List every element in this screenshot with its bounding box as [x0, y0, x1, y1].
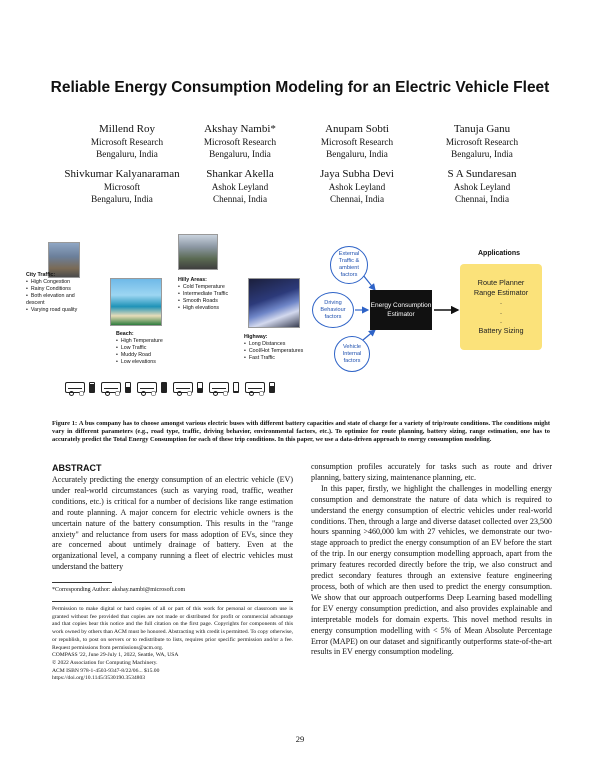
applications-box — [460, 264, 542, 350]
bus-icon — [65, 382, 85, 393]
author-affiliation: Ashok Leyland — [328, 182, 386, 192]
isbn-line: ACM ISBN 978-1-4503-9347-8/22/06... $15.00 — [52, 667, 160, 674]
highway-item: • Cool/Hot Temperatures — [244, 348, 314, 355]
application-item: Route Planner — [477, 278, 525, 287]
beach-label — [116, 331, 186, 366]
page-number: 29 — [295, 734, 305, 744]
battery-icon — [233, 382, 239, 393]
left-column — [52, 462, 293, 573]
driving-factors-bubble: Driving Behaviour factors — [312, 292, 354, 328]
author-name: Jaya Subha Devi — [320, 168, 394, 180]
conference-line: COMPASS '22, June 29-July 1, 2022, Seattle, WA, USA — [52, 652, 179, 659]
battery-icon — [197, 382, 203, 393]
author-name: Anupam Sobti — [325, 123, 389, 135]
body-paragraph: In this paper, firstly, we highlight the challenges in modelling energy consumption and demonstrate the nature of data which is required to understand the energy consumption of electric vehicles under real-world conditions. Then, through a large and diverse dataset collected over 23,500 hours spanning >460,000 km with 27 vehicles, we demonstrate our two-stage approach to predict the energy consumption of an EV before the start of the trip. In our energy consumption modelling approach, apart from the primary features recorded directly before the trip, we also construct and predict secondary features through an extensive feature engineering process, both of which are then used to predict the energy consumption. We show that our approach outperforms Deep Learning based modelling for EV energy consumption prediction, and also provides explainable and interpretable models for domain experts. This novel method results in energy consumption modelling with < 5% of Mean Absolute Percentage Error (MAPE) on our dataset and significantly outperforms state-of-the-art results in EV energy consumption modeling. — [311, 483, 552, 657]
hills-photo — [178, 234, 218, 270]
bus-icon — [137, 382, 157, 393]
hills-item: • Cold Temperature — [178, 284, 248, 291]
author-location: Chennai, India — [329, 194, 385, 204]
author-block — [62, 122, 192, 160]
highway-item: • Long Distances — [244, 341, 314, 348]
author-block — [292, 167, 422, 205]
beach-item: • Low elevations — [116, 359, 186, 366]
author-affiliation: Microsoft Research — [445, 137, 519, 147]
city-label — [26, 272, 86, 314]
battery-icon — [89, 382, 95, 393]
beach-photo — [110, 278, 162, 326]
highway-item: • Fast Traffic — [244, 355, 314, 362]
author-block — [62, 167, 182, 205]
author-name: Millend Roy — [99, 123, 155, 135]
permission-rule — [52, 601, 293, 602]
hills-item: • Smooth Roads — [178, 298, 248, 305]
abstract-heading: ABSTRACT — [52, 463, 102, 473]
application-item: . — [499, 297, 503, 306]
beach-item: • High Temperature — [116, 338, 186, 345]
author-affiliation: Ashok Leyland — [211, 182, 269, 192]
bus-icon — [173, 382, 193, 393]
vehicle-factors-bubble: Vehicle Internal factors — [334, 336, 370, 372]
author-affiliation: Ashok Leyland — [453, 182, 511, 192]
author-block — [175, 167, 305, 205]
author-location: Bengaluru, India — [96, 149, 158, 159]
author-name: Akshay Nambi* — [204, 123, 276, 135]
beach-item: • Low Traffic — [116, 345, 186, 352]
city-title: City Traffic: — [26, 272, 56, 278]
author-affiliation: Microsoft — [103, 182, 141, 192]
body-paragraph: consumption profiles accurately for tasks such as route and driver planning, battery sizing, maintenance planning, etc. — [311, 462, 552, 482]
figure-caption — [52, 420, 550, 445]
city-item: • High Congestion — [26, 279, 86, 286]
author-location: Bengaluru, India — [91, 194, 153, 204]
application-item: Range Estimator — [473, 287, 529, 297]
applications-title: Applications — [478, 250, 521, 257]
author-affiliation: Microsoft Research — [203, 137, 277, 147]
author-location: Bengaluru, India — [209, 149, 271, 159]
permission-text: Permission to make digital or hard copies of all or part of this work for personal or classroom use is granted without fee provided that copies are not made or distributed for profit or commercial advantage and that copies bear this notice and the full citation on the first page. Copyrights for components of this work owned by others than ACM must be honored. Abstracting with credit is permitted. To copy otherwise, or republish, to post on servers or to redistribute to lists, requires prior specific permission and/or a fee. Request permissions from permissions@acm.org. — [52, 606, 293, 651]
author-block — [417, 167, 547, 205]
beach-item: • Muddy Road — [116, 352, 186, 359]
author-name: Shivkumar Kalyanaraman — [64, 168, 180, 180]
bus-icon — [245, 382, 265, 393]
doi-link[interactable]: https://doi.org/10.1145/3530190.3534803 — [52, 675, 146, 682]
author-block — [175, 122, 305, 160]
application-item: . — [499, 316, 503, 325]
highway-photo — [248, 278, 300, 328]
author-location: Bengaluru, India — [451, 149, 513, 159]
footnote-rule — [52, 582, 112, 583]
battery-icon — [161, 382, 167, 393]
external-factors-bubble: External Traffic & ambient factors — [330, 246, 368, 284]
right-column — [311, 462, 552, 658]
author-name: Shankar Akella — [206, 168, 274, 180]
battery-icon — [269, 382, 275, 393]
author-location: Bengaluru, India — [326, 149, 388, 159]
highway-label — [244, 334, 314, 362]
bus-icon — [209, 382, 229, 393]
abstract-text: Accurately predicting the energy consumption of an electric vehicle (EV) under real-world circumstances (such as varying road, traffic, weather conditions, etc.) is critical for a number of decisions like range estimation and route planning. A major concern for electric vehicle owners is the uncertain nature of the battery consumption. This results in the "range anxiety" and reluctance from users for mass adoption of EVs, since they are concerned about untimely drainage of battery. Even at the organizational level, a company running a fleet of electric vehicles must understand the battery — [52, 475, 293, 572]
permission-block — [52, 606, 293, 683]
energy-estimator-box: Energy Consumption Estimator — [370, 290, 432, 330]
bus-battery-row — [65, 380, 345, 396]
author-affiliation: Microsoft Research — [320, 137, 394, 147]
hills-item: • Intermediate Traffic — [178, 291, 248, 298]
author-name: Tanuja Ganu — [453, 123, 511, 135]
teaser-figure — [26, 230, 570, 405]
caption-label: Figure 1: — [52, 420, 78, 427]
author-location: Chennai, India — [212, 194, 268, 204]
city-item: • Varying road quality — [26, 307, 86, 314]
author-name: S A Sundaresan — [447, 168, 517, 180]
author-block — [292, 122, 422, 160]
bus-icon — [101, 382, 121, 393]
application-item: . — [499, 306, 503, 316]
battery-icon — [125, 382, 131, 393]
copyright-line: © 2022 Association for Computing Machinery. — [52, 659, 158, 666]
beach-title: Beach: — [116, 331, 134, 337]
highway-title: Highway: — [244, 334, 268, 340]
footnote: *Corresponding Author: akshay.nambi@microsoft.com — [52, 587, 186, 593]
paper-title: Reliable Energy Consumption Modeling for an Electric Vehicle Fleet — [50, 79, 550, 96]
author-affiliation: Microsoft Research — [90, 137, 164, 147]
application-item: Battery Sizing — [478, 325, 524, 335]
hills-title: Hilly Areas: — [178, 277, 207, 283]
author-block — [417, 122, 547, 160]
city-item: • Both elevation and descent — [26, 293, 86, 307]
author-location: Chennai, India — [454, 194, 510, 204]
hills-label — [178, 277, 248, 312]
city-item: • Rainy Conditions — [26, 286, 86, 293]
hills-item: • High elevations — [178, 305, 248, 312]
caption-text: A bus company has to choose amongst various electric buses with different battery capacities and state of charge for a variety of trip/route conditions. The conditions might vary in different parameters (e.g., road type, traffic, driving behavior, environmental factors, etc.). To optimize for route planning, battery sizing, range estimation, one has to accurately predict the Total Energy Consumption for each of these trip conditions. In this paper, we use a data-driven approach to energy consumption modeling. — [52, 420, 550, 444]
